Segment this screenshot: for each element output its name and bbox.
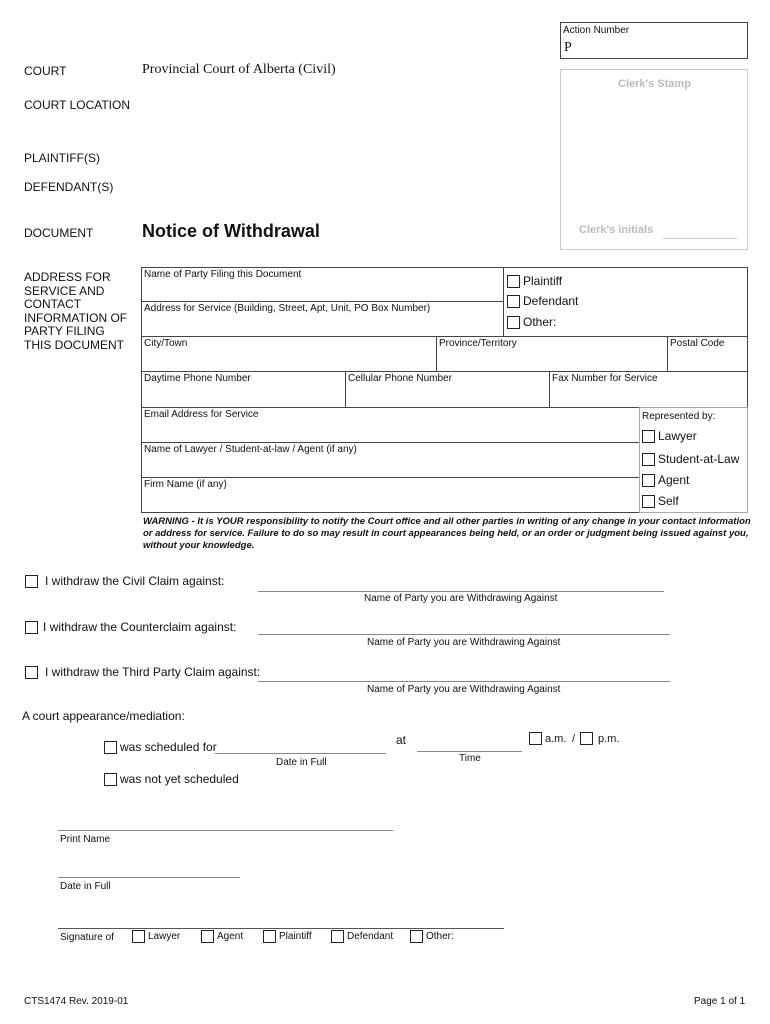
city-label: City/Town [144, 338, 188, 349]
checkbox[interactable] [642, 474, 655, 487]
address-label: Address for Service (Building, Street, Apt, Unit, PO Box Number) [144, 303, 431, 314]
checkbox[interactable] [529, 732, 542, 745]
fax-label: Fax Number for Service [552, 373, 658, 384]
sig-lawyer[interactable] [132, 930, 180, 943]
date-in-full-line[interactable] [58, 877, 240, 878]
clerks-initials-label: Clerk's initials [579, 224, 654, 236]
checkbox[interactable] [25, 575, 38, 588]
print-name-line[interactable] [58, 830, 393, 831]
withdraw-caption: Name of Party you are Withdrawing Against [367, 684, 561, 695]
form-code: CTS1474 Rev. 2019-01 [24, 996, 129, 1007]
pm-option[interactable] [580, 732, 619, 745]
sig-option-label: Other: [426, 931, 454, 942]
checkbox[interactable] [410, 930, 423, 943]
rep-label: Student-at-Law [658, 452, 740, 466]
party-name-field[interactable] [141, 267, 504, 302]
checkbox[interactable] [25, 666, 38, 679]
am-label: a.m. [545, 732, 567, 745]
province-field[interactable] [436, 336, 668, 372]
cell-phone-field[interactable] [345, 371, 550, 408]
withdraw-caption: Name of Party you are Withdrawing Against [364, 593, 558, 604]
court-location-label: COURT LOCATION [24, 98, 131, 112]
withdraw-line[interactable] [258, 591, 664, 592]
time-line[interactable] [417, 751, 522, 752]
checkbox[interactable] [642, 430, 655, 443]
action-number-box[interactable] [560, 22, 748, 59]
daytime-phone-field[interactable] [141, 371, 346, 408]
role-plaintiff[interactable] [507, 274, 562, 288]
clerks-stamp-label: Clerk's Stamp [618, 78, 691, 90]
rep-lawyer[interactable] [642, 429, 697, 443]
party-name-label: Name of Party Filing this Document [144, 269, 302, 280]
firm-name-label: Firm Name (if any) [144, 479, 227, 490]
rep-label: Agent [658, 473, 690, 487]
checkbox[interactable] [507, 295, 520, 308]
time-caption: Time [459, 753, 481, 764]
plaintiffs-label: PLAINTIFF(S) [24, 151, 101, 165]
email-label: Email Address for Service [144, 409, 259, 420]
page-number: Page 1 of 1 [694, 996, 746, 1007]
rep-student-at-law[interactable] [642, 452, 739, 466]
rep-agent[interactable] [642, 473, 689, 487]
postal-code-field[interactable] [667, 336, 748, 372]
rep-label: Self [658, 494, 679, 508]
date-in-full-label: Date in Full [60, 881, 111, 892]
role-label: Defendant [523, 294, 579, 308]
address-field[interactable] [141, 301, 504, 337]
represented-by-label: Represented by: [642, 411, 716, 422]
date-line[interactable] [215, 753, 386, 754]
appearance-not-scheduled[interactable] [104, 772, 239, 786]
not-scheduled-label: was not yet scheduled [120, 772, 239, 786]
checkbox[interactable] [104, 741, 117, 754]
sig-option-label: Plaintiff [279, 931, 312, 942]
action-number-label: Action Number [563, 25, 630, 36]
sig-plaintiff[interactable] [263, 930, 312, 943]
firm-name-field[interactable] [141, 477, 640, 513]
sig-option-label: Defendant [347, 931, 394, 942]
cell-phone-label: Cellular Phone Number [348, 373, 452, 384]
pm-label: p.m. [598, 732, 620, 745]
rep-label: Lawyer [658, 429, 697, 443]
appearance-heading: A court appearance/mediation: [22, 709, 185, 723]
checkbox[interactable] [201, 930, 214, 943]
daytime-phone-label: Daytime Phone Number [144, 373, 251, 384]
date-caption: Date in Full [276, 757, 327, 768]
checkbox[interactable] [104, 773, 117, 786]
checkbox[interactable] [507, 316, 520, 329]
am-option[interactable] [529, 732, 566, 745]
checkbox[interactable] [642, 495, 655, 508]
signature-of-label: Signature of [60, 932, 114, 943]
checkbox[interactable] [507, 275, 520, 288]
checkbox[interactable] [263, 930, 276, 943]
withdraw-counterclaim[interactable] [25, 620, 236, 634]
print-name-label: Print Name [60, 834, 111, 845]
document-title: Notice of Withdrawal [142, 221, 320, 241]
checkbox[interactable] [580, 732, 593, 745]
action-number-value: P [564, 40, 572, 55]
withdraw-label: I withdraw the Civil Claim against: [45, 574, 225, 588]
checkbox[interactable] [25, 621, 38, 634]
defendants-label: DEFENDANT(S) [24, 180, 114, 194]
warning-text: WARNING - It is YOUR responsibility to notify the Court office and all other parties in writing of any change in your contact information or address for service. Failure to do so may result in court appearances being held, or an order or judgment being issued against you, without your knowledge. [143, 516, 751, 551]
role-defendant[interactable] [507, 294, 578, 308]
court-label: COURT [24, 64, 67, 78]
withdraw-third-party-claim[interactable] [25, 665, 260, 679]
province-label: Province/Territory [439, 338, 517, 349]
sig-option-label: Lawyer [148, 931, 181, 942]
lawyer-name-field[interactable] [141, 442, 640, 478]
withdraw-caption: Name of Party you are Withdrawing Against [367, 637, 561, 648]
scheduled-label: was scheduled for [120, 740, 217, 754]
appearance-scheduled[interactable] [104, 740, 217, 754]
checkbox[interactable] [331, 930, 344, 943]
fax-field[interactable] [549, 371, 748, 408]
lawyer-name-label: Name of Lawyer / Student-at-law / Agent (if any) [144, 444, 357, 455]
checkbox[interactable] [642, 453, 655, 466]
sig-agent[interactable] [201, 930, 243, 943]
document-label: DOCUMENT [24, 226, 94, 240]
role-label: Other: [523, 315, 557, 329]
address-for-service-label: ADDRESS FOR SERVICE AND CONTACT INFORMATION OF PARTY FILING THIS DOCUMENT [24, 270, 128, 352]
clerks-stamp-box [560, 69, 748, 250]
checkbox[interactable] [132, 930, 145, 943]
role-other[interactable] [507, 315, 556, 329]
withdraw-label: I withdraw the Third Party Claim against: [45, 665, 261, 679]
city-field[interactable] [141, 336, 437, 372]
am-pm-separator: / [572, 733, 576, 745]
sig-option-label: Agent [217, 931, 244, 942]
sig-other[interactable] [410, 930, 454, 943]
withdraw-label: I withdraw the Counterclaim against: [43, 620, 237, 634]
at-label: at [396, 733, 407, 747]
court-value: Provincial Court of Alberta (Civil) [142, 62, 336, 77]
signature-line[interactable] [58, 928, 504, 929]
withdraw-line[interactable] [258, 634, 670, 635]
email-field[interactable] [141, 407, 640, 443]
sig-defendant[interactable] [331, 930, 393, 943]
withdraw-line[interactable] [258, 681, 670, 682]
withdraw-civil-claim[interactable] [25, 574, 224, 588]
postal-code-label: Postal Code [670, 338, 725, 349]
role-label: Plaintiff [523, 274, 563, 288]
clerks-initials-line [663, 238, 737, 239]
rep-self[interactable] [642, 494, 679, 508]
